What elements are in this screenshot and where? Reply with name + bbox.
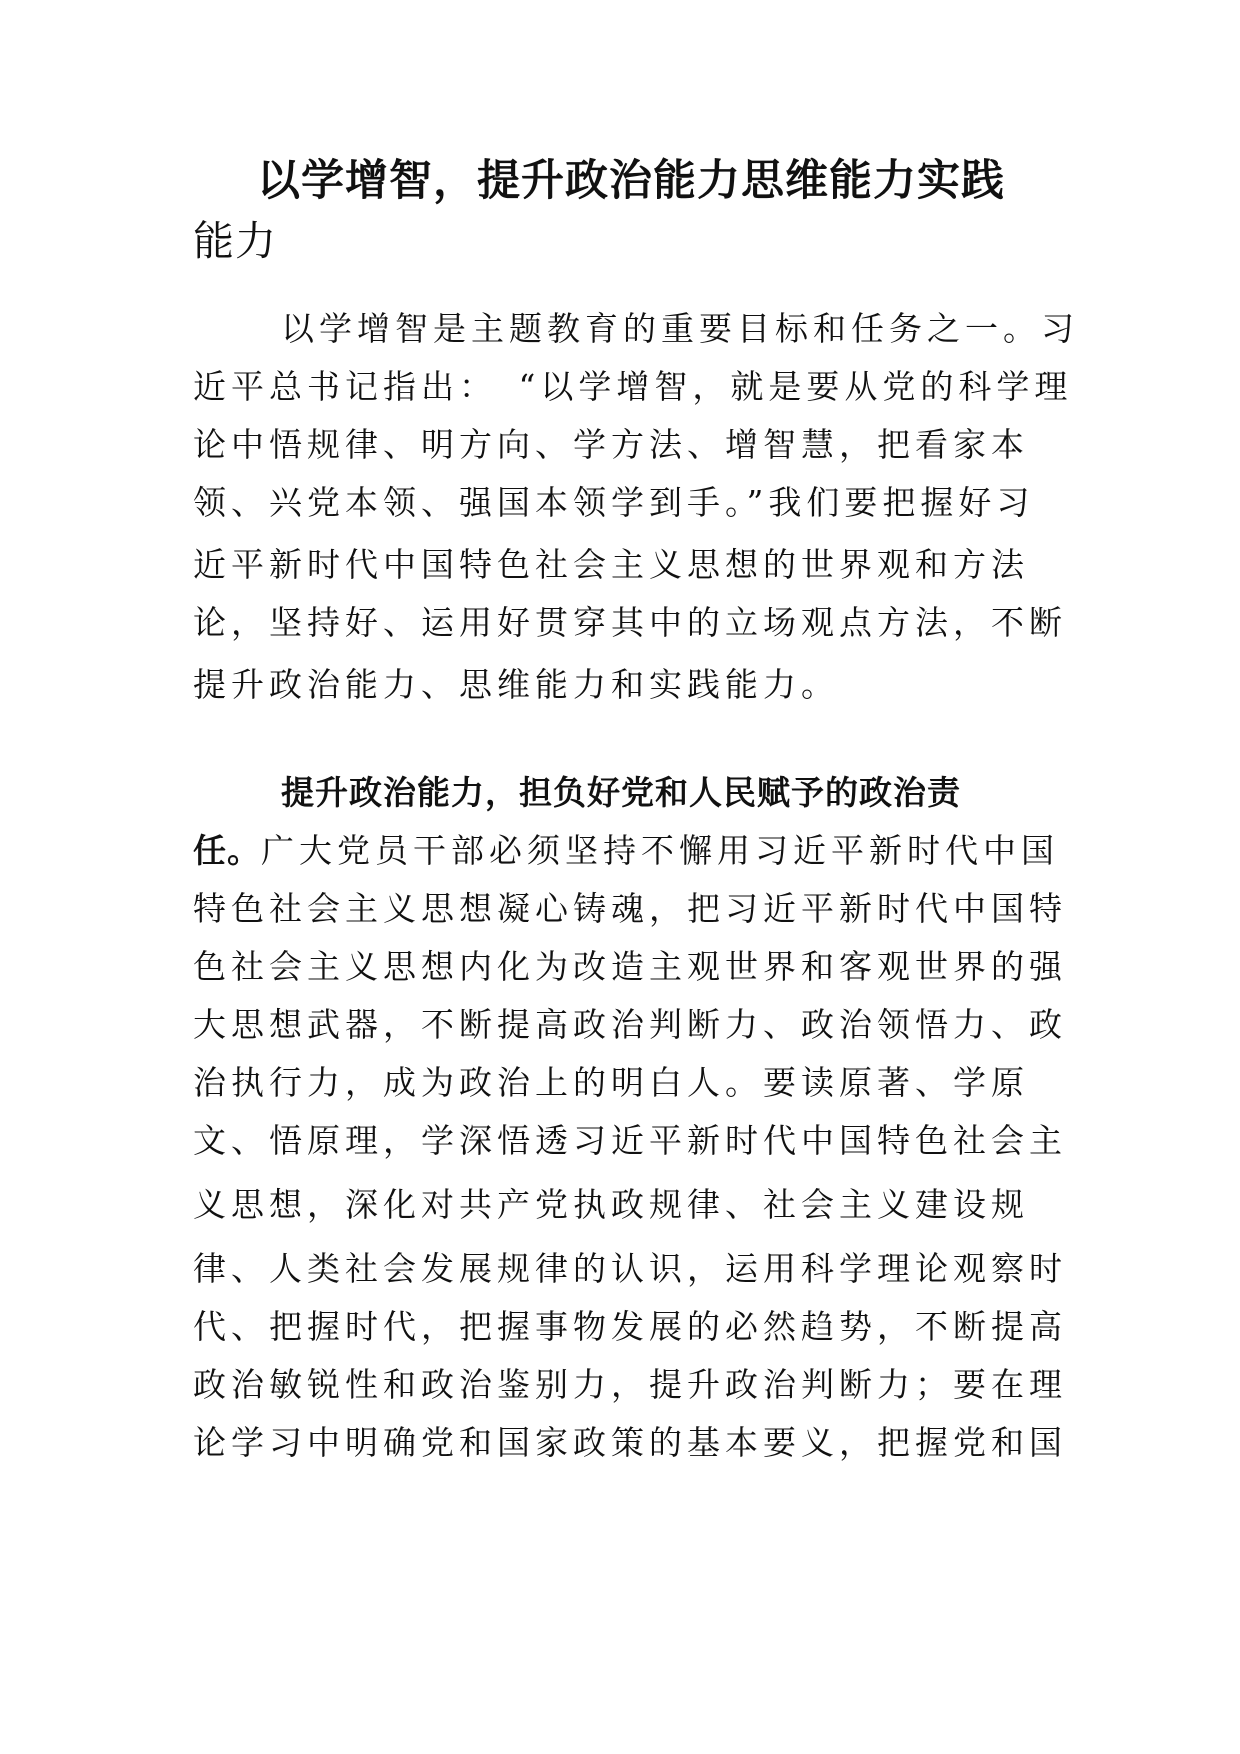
paragraph-line: 大思想武器，不断提高政治判断力、政治领悟力、政: [193, 1005, 1067, 1044]
paragraph-line: 律、人类社会发展规律的认识，运用科学理论观察时: [193, 1249, 1067, 1288]
paragraph-line: 以学增智是主题教育的重要目标和任务之一。习: [281, 309, 1079, 348]
paragraph-line: 论，坚持好、运用好贯穿其中的立场观点方法，不断: [193, 603, 1067, 642]
paragraph-2: [193, 764, 1067, 1472]
paragraph-line: 论中悟规律、明方向、学方法、增智慧，把看家本: [193, 425, 1029, 464]
paragraph-line: 论学习中明确党和国家政策的基本要义，把握党和国: [193, 1423, 1067, 1462]
paragraph-line: [193, 822, 1059, 880]
paragraph-heading-tail: 任。: [193, 831, 261, 870]
paragraph-line: 文、悟原理，学深悟透习近平新时代中国特色社会主: [193, 1121, 1067, 1160]
paragraph-line: 色社会主义思想内化为改造主观世界和客观世界的强: [193, 947, 1067, 986]
paragraph-line: 代、把握时代，把握事物发展的必然趋势，不断提高: [193, 1307, 1067, 1346]
paragraph-line: 治执行力，成为政治上的明白人。要读原著、学原: [193, 1063, 1029, 1102]
title-line-1: 以学增智，提升政治能力思维能力实践: [257, 156, 1005, 206]
title-line-2: 能力: [193, 217, 277, 265]
paragraph-heading: 提升政治能力，担负好党和人民赋予的政治责: [281, 773, 961, 812]
paragraph-line: 提升政治能力、思维能力和实践能力。: [193, 665, 839, 704]
paragraph-line: 领、兴党本领、强国本领学到手。”我们要把握好习: [193, 483, 1035, 522]
paragraph-line: 政治敏锐性和政治鉴别力，提升政治判断力；要在理: [193, 1365, 1067, 1404]
paragraph-1: [193, 300, 1079, 714]
paragraph-line-rest: 广大党员干部必须坚持不懈用习近平新时代中国: [261, 831, 1059, 870]
paragraph-line: 义思想，深化对共产党执政规律、社会主义建设规: [193, 1185, 1029, 1224]
paragraph-line: 近平新时代中国特色社会主义思想的世界观和方法: [193, 545, 1029, 584]
document-title: [193, 150, 1053, 270]
paragraph-line: 近平总书记指出： “以学增智，就是要从党的科学理: [193, 367, 1073, 406]
paragraph-line: 特色社会主义思想凝心铸魂，把习近平新时代中国特: [193, 889, 1067, 928]
